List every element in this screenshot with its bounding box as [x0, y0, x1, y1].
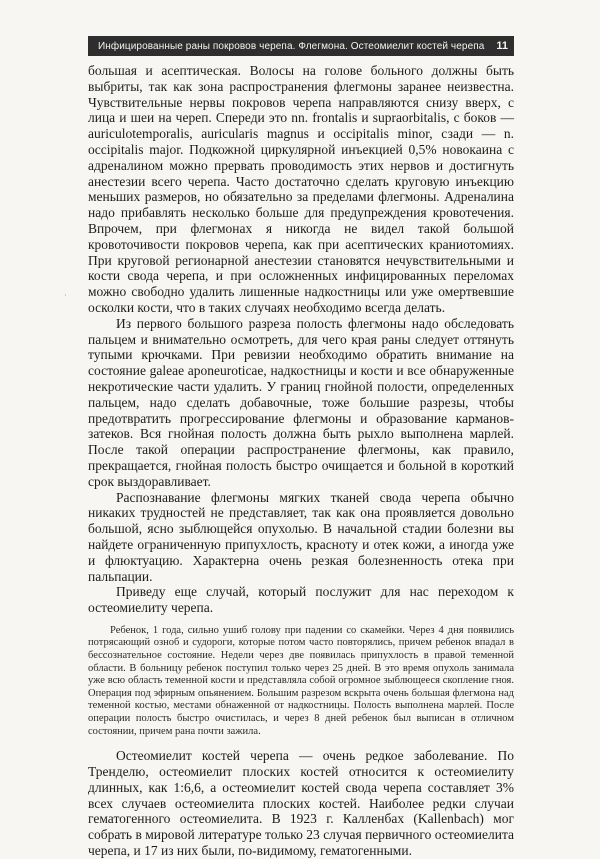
running-title: Инфицированные раны покровов черепа. Флегмона. Остеомиелит костей черепа	[98, 40, 485, 52]
paragraph-case-intro: Приведу еще случай, который послужит для нас переходом к остеомиелиту черепа.	[88, 584, 514, 616]
margin-mark: ·	[64, 290, 67, 300]
case-report: Ребенок, 1 года, сильно ушиб голову при падении со скамейки. Через 4 дня появились потрясающий озноб и судороги, которые потом часто повторялись, причем ребенок впадал в бессознательное состояние. Недели через две появилась припухлость в правой теменной области. В больницу ребенок поступил только через 25 дней. В это время опухоль занимала уже всю область теменной кости и представляла собой огромное зыблющееся скопление гноя. Операция под эфирным опьянением. Большим разрезом вскрыта очень большая флегмона над теменной костью, местами обнаженной от надкостницы. Полость выполнена марлей. После операции полость быстро очистилась, и через 8 дней ребенок был выписан в отличном состоянии, причем рана почти зажила.	[88, 624, 514, 737]
page-number: 11	[496, 40, 508, 52]
paragraph-diagnosis: Распознавание флегмоны мягких тканей свода черепа обычно никаких трудностей не представляет, так как она проявляется довольно большой, ясно зыблющейся опухолью. В начальной стадии болезни вы найдете ограниченную припухлость, красноту и отек кожи, а иногда уже и флюктуацию. Характерна очень резкая болезненность отека при пальпации.	[88, 489, 514, 584]
paragraph-continued: большая и асептическая. Волосы на голове больного должны быть выбриты, так как зона распространения флегмоны заранее неизвестна. Чувствительные нервы покровов черепа направляются снизу вверх, с лица и шеи на череп. Спереди это nn. frontalis и supraorbitalis, с боков — auriculotemporalis, auricularis magnus и occipitalis minor, сзади — n. occipitalis major. Подкожной циркулярной инъекцией 0,5% новокаина с адреналином можно прервать проводимость этих нервов и достигнуть анестезии всего черепа. Часто достаточно сделать круговую инъекцию меньших размеров, но обязательно за пределами флегмоны. Адреналина надо прибавлять несколько больше для предупреждения кровотечения. Впрочем, при флегмонах я никогда не видел такой большой кровоточивости покровов черепа, как при асептических краниотомиях. При круговой регионарной анестезии становятся нечувствительными и кости свода черепа, и при осложненных инфицированных переломах можно свободно удалить лишенные надкостницы или уже омертвевшие осколки кости, что в таких случаях необходимо всегда делать.	[88, 63, 514, 315]
paragraph-revision: Из первого большого разреза полость флегмоны надо обследовать пальцем и внимательно осмотреть, для чего края раны следует оттянуть тупыми крючками. При ревизии необходимо обратить внимание на состояние galeae aponeuroticae, надкостницы и кости и все обнаруженные некротические части удалить. У границ гнойной полости, определенных пальцем, надо сделать добавочные, тоже большие разрезы, чтобы предотвратить прогрессирование флегмоны и образование карманов-затеков. Вся гнойная полость должна быть рыхло выполнена марлей. После такой операции распространение флегмоны, как правило, прекращается, гнойная полость быстро очищается и больной в короткий срок выздоравливает.	[88, 315, 514, 489]
main-text	[88, 63, 514, 859]
running-header	[88, 36, 514, 56]
paragraph-osteomyelitis: Остеомиелит костей черепа — очень редкое заболевание. По Тренделю, остеомиелит плоских костей относится к остеомиелиту длинных, как 1:6,6, а остеомиелит костей свода черепа составляет 3% всех случаев остеомиелита плоских костей. Наиболее редки случаи гематогенного остеомиелита. В 1923 г. Калленбах (Kallenbach) мог собрать в мировой литературе только 23 случая первичного остеомиелита черепа, и 17 из них были, по-видимому, гематогенными.	[88, 748, 514, 859]
